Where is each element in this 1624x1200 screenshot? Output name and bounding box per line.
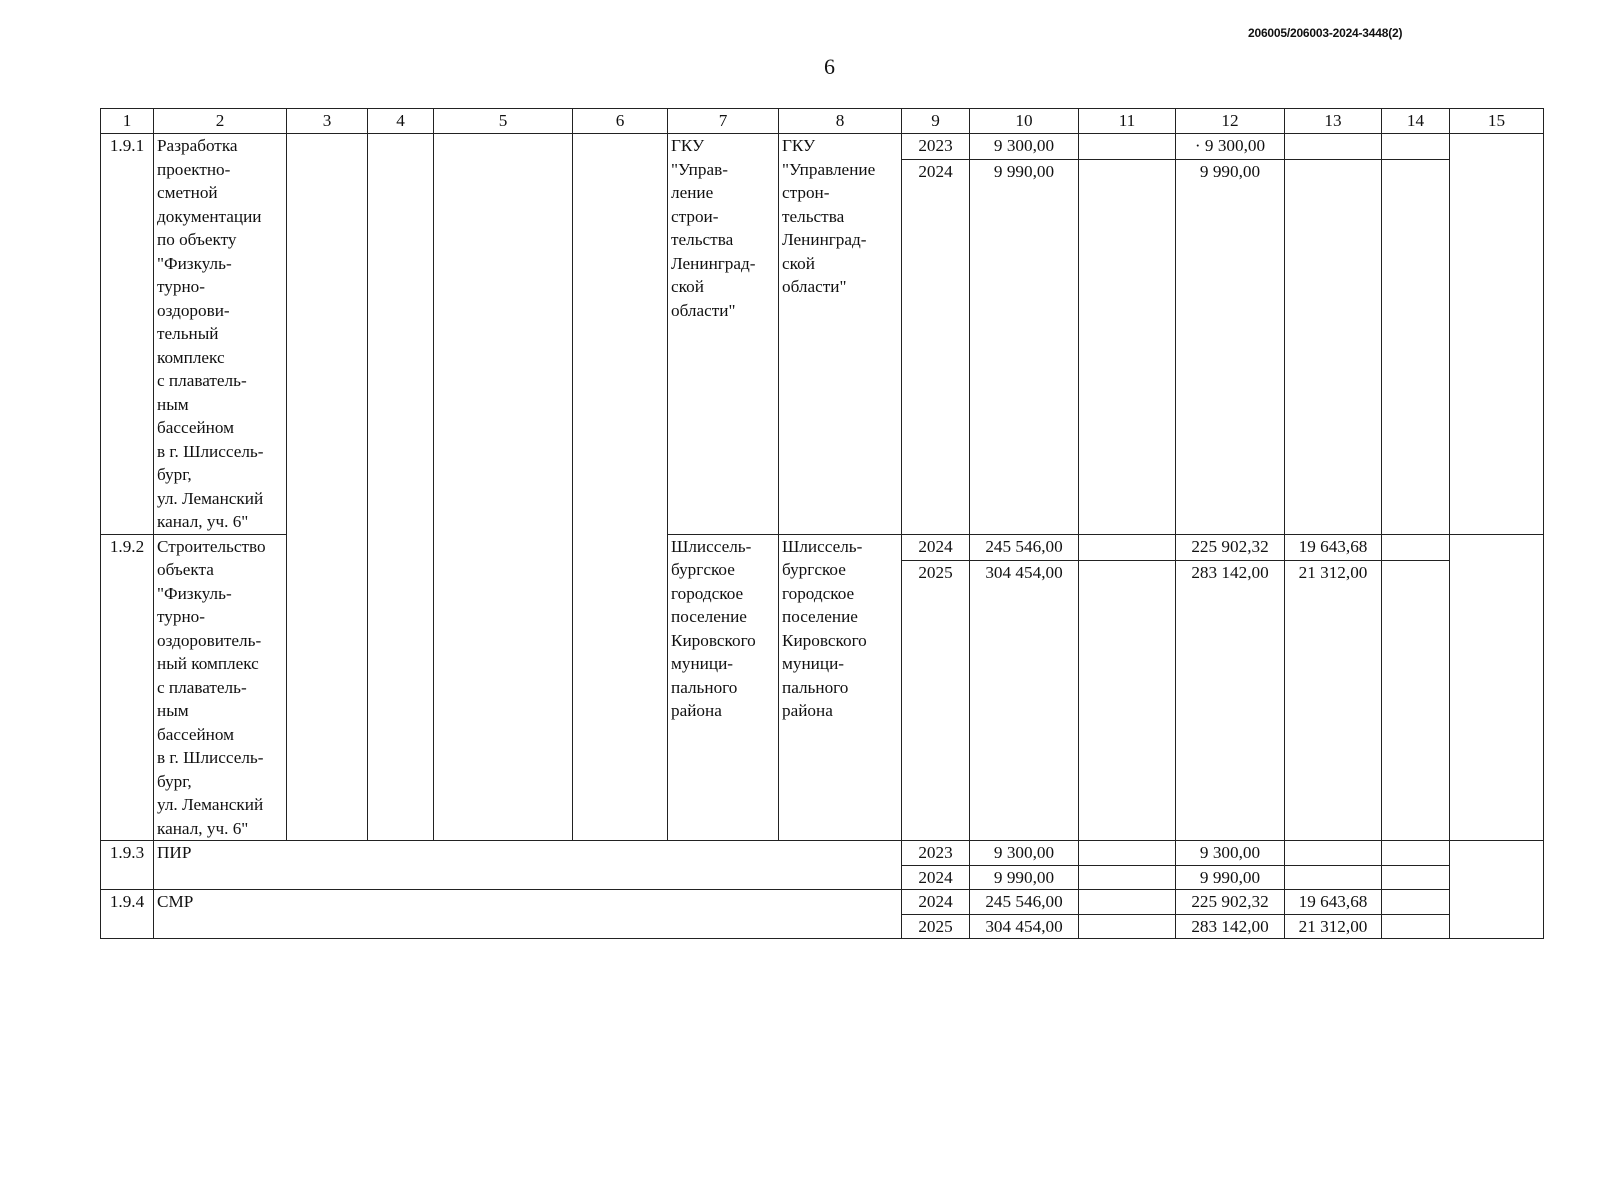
column-number: 15 [1450, 109, 1544, 134]
empty-cell [1450, 134, 1544, 535]
amount-local: 19 643,68 [1285, 890, 1382, 915]
empty-cell [1382, 534, 1450, 560]
customer: Шлиссель- бургское городское поселение Кировского муници- пального района [779, 534, 902, 841]
year-cell: 2023 [902, 841, 970, 866]
amount-regional: · 9 300,00 [1176, 134, 1285, 160]
amount-regional: 225 902,32 [1176, 534, 1285, 560]
amount-total: 9 300,00 [970, 134, 1079, 160]
table-row [101, 841, 1544, 866]
amount-regional: 283 142,00 [1176, 560, 1285, 840]
amount-total: 9 990,00 [970, 159, 1079, 534]
empty-cell [434, 134, 573, 841]
amount-local [1285, 841, 1382, 866]
amount-local [1285, 134, 1382, 160]
year-cell: 2023 [902, 134, 970, 160]
amount-total: 245 546,00 [970, 890, 1079, 915]
row-name: Строительство объекта "Физкуль- турно- оздоровитель- ный комплекс с плаватель- ным бассейном в г. Шлиссель- бург, ул. Леманский канал, уч. 6" [154, 534, 287, 841]
program-table [100, 108, 1544, 939]
table-header-row [101, 109, 1544, 134]
empty-cell [368, 134, 434, 841]
year-cell: 2024 [902, 890, 970, 915]
year-cell: 2025 [902, 914, 970, 939]
column-number: 9 [902, 109, 970, 134]
empty-cell [1079, 914, 1176, 939]
empty-cell [1079, 159, 1176, 534]
amount-regional: 9 300,00 [1176, 841, 1285, 866]
amount-regional: 283 142,00 [1176, 914, 1285, 939]
empty-cell [1079, 841, 1176, 866]
row-code: 1.9.4 [101, 890, 154, 939]
row-code: 1.9.3 [101, 841, 154, 890]
year-cell: 2024 [902, 865, 970, 890]
column-number: 2 [154, 109, 287, 134]
empty-cell [1382, 914, 1450, 939]
table-row [101, 890, 1544, 915]
amount-local: 19 643,68 [1285, 534, 1382, 560]
document-code: 206005/206003-2024-3448(2) [1248, 26, 1403, 40]
column-number: 11 [1079, 109, 1176, 134]
empty-cell [1382, 560, 1450, 840]
amount-total: 304 454,00 [970, 914, 1079, 939]
year-cell: 2024 [902, 534, 970, 560]
column-number: 1 [101, 109, 154, 134]
empty-cell [1382, 159, 1450, 534]
empty-cell [1382, 841, 1450, 866]
empty-cell [1382, 890, 1450, 915]
empty-cell [573, 134, 668, 841]
column-number: 6 [573, 109, 668, 134]
row-name: Разработка проектно- сметной документации по объекту "Физкуль- турно- оздорови- тельный комплекс с плаватель- ным бассейном в г. Шлиссель- бург, ул. Леманский канал, уч. 6" [154, 134, 287, 535]
year-cell: 2025 [902, 560, 970, 840]
empty-cell [1285, 159, 1382, 534]
column-number: 13 [1285, 109, 1382, 134]
row-name: ПИР [154, 841, 902, 890]
column-number: 3 [287, 109, 368, 134]
amount-local: 21 312,00 [1285, 914, 1382, 939]
column-number: 14 [1382, 109, 1450, 134]
empty-cell [1450, 534, 1544, 841]
amount-regional: 9 990,00 [1176, 865, 1285, 890]
customer: ГКУ "Управление строн- тельства Ленинград- ской области" [779, 134, 902, 535]
amount-total: 9 300,00 [970, 841, 1079, 866]
empty-cell [1450, 841, 1544, 939]
column-number: 10 [970, 109, 1079, 134]
amount-regional: 9 990,00 [1176, 159, 1285, 534]
amount-total: 304 454,00 [970, 560, 1079, 840]
table-row [101, 134, 1544, 160]
empty-cell [1382, 134, 1450, 160]
amount-local [1285, 865, 1382, 890]
amount-regional: 225 902,32 [1176, 890, 1285, 915]
amount-total: 245 546,00 [970, 534, 1079, 560]
row-code: 1.9.1 [101, 134, 154, 535]
column-number: 12 [1176, 109, 1285, 134]
empty-cell [1079, 560, 1176, 840]
amount-total: 9 990,00 [970, 865, 1079, 890]
empty-cell [1079, 865, 1176, 890]
empty-cell [1079, 890, 1176, 915]
empty-cell [1079, 534, 1176, 560]
row-code: 1.9.2 [101, 534, 154, 841]
amount-local: 21 312,00 [1285, 560, 1382, 840]
page-number: 6 [824, 54, 835, 79]
column-number: 7 [668, 109, 779, 134]
column-number: 4 [368, 109, 434, 134]
empty-cell [1382, 865, 1450, 890]
year-cell: 2024 [902, 159, 970, 534]
empty-cell [287, 134, 368, 841]
column-number: 8 [779, 109, 902, 134]
row-name: СМР [154, 890, 902, 939]
responsible-executor: Шлиссель- бургское городское поселение Кировского муници- пального района [668, 534, 779, 841]
responsible-executor: ГКУ "Управ- ление строи- тельства Ленинград- ской области" [668, 134, 779, 535]
empty-cell [1079, 134, 1176, 160]
column-number: 5 [434, 109, 573, 134]
